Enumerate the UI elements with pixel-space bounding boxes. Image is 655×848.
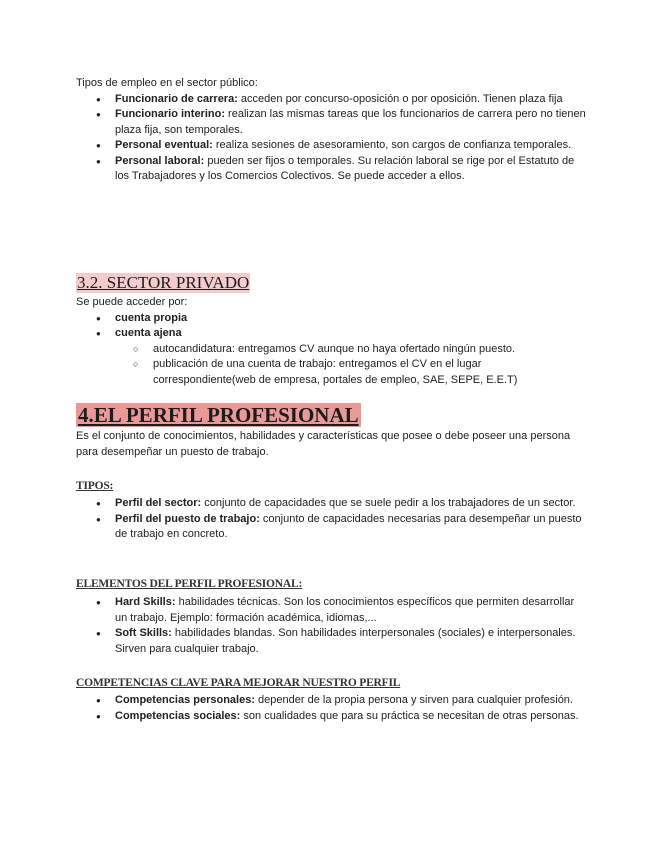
term: Perfil del sector: bbox=[115, 497, 202, 509]
term: Soft Skills: bbox=[115, 627, 172, 639]
description: conjunto de capacidades necesarias para desempeñar un puesto de trabajo en concreto. bbox=[115, 512, 582, 540]
description: realiza sesiones de asesoramiento, son cargos de confianza temporales. bbox=[212, 139, 572, 151]
competencies-section bbox=[76, 693, 586, 724]
sub-list-item: ○ autocandidatura: entregamos CV aunque no haya ofertado ningún puesto. bbox=[76, 342, 586, 358]
term: Perfil del puesto de trabajo: bbox=[115, 512, 260, 525]
list-item bbox=[76, 595, 586, 626]
term: Personal eventual: bbox=[115, 139, 213, 151]
description: realizan las mismas tareas que los funcionarios de carrera pero no tienen plaza fija, son temporales. bbox=[115, 108, 586, 136]
sub-list-item: ○ publicación de una cuenta de trabajo: entregamos el CV en el lugar correspondiente(web de empresa, portales de empleo, SAE, SEPE, E.E.T) bbox=[76, 357, 586, 388]
profile-heading: 4.EL PERFIL PROFESIONAL bbox=[78, 403, 359, 427]
list-item bbox=[76, 138, 586, 154]
private-sector-intro: Se puede acceder por: bbox=[76, 296, 188, 308]
private-sector-heading-wrap bbox=[76, 273, 250, 293]
description: depender de la propia persona y sirven para cualquier profesión. bbox=[255, 694, 573, 706]
description: acceden por concurso-oposición o por oposición. Tienen plaza fija bbox=[237, 92, 563, 105]
public-sector-intro: Tipos de empleo en el sector público: bbox=[76, 77, 258, 89]
description: son cualidades que para su práctica se necesitan de otras personas. bbox=[240, 709, 579, 722]
list-item bbox=[76, 512, 586, 543]
types-heading: TIPOS: bbox=[76, 480, 114, 492]
profile-definition: Es el conjunto de conocimientos, habilidades y características que posee o debe poseer una persona para desempeñar un puesto de trabajo. bbox=[76, 430, 571, 458]
access-item-other: cuenta ajena bbox=[115, 327, 182, 339]
competencies-list bbox=[76, 693, 586, 724]
term: Funcionario de carrera: bbox=[115, 92, 238, 105]
term: Personal laboral: bbox=[115, 154, 205, 167]
competencies-heading: COMPETENCIAS CLAVE PARA MEJORAR NUESTRO PERFIL bbox=[76, 677, 401, 689]
list-item bbox=[76, 709, 586, 725]
types-section bbox=[76, 496, 586, 543]
list-item bbox=[76, 92, 586, 108]
elements-heading: ELEMENTOS DEL PERFIL PROFESIONAL: bbox=[76, 578, 303, 590]
employment-types-list bbox=[76, 92, 586, 185]
elements-section bbox=[76, 595, 586, 657]
list-item bbox=[76, 311, 586, 327]
list-item bbox=[76, 154, 586, 185]
term: Funcionario interino: bbox=[115, 108, 225, 120]
list-item bbox=[76, 626, 586, 657]
list-item bbox=[76, 326, 586, 342]
term: Competencias sociales: bbox=[115, 709, 241, 722]
list-item bbox=[76, 496, 586, 512]
list-item bbox=[76, 693, 586, 709]
private-sector-section bbox=[76, 295, 586, 388]
private-sector-heading: 3.2. SECTOR PRIVADO bbox=[77, 273, 250, 292]
description: pueden ser fijos o temporales. Su relación laboral se rige por el Estatuto de los Trabajadores y los Comercios Colectivos. Se puede acceder a ellos. bbox=[115, 154, 575, 182]
term: Hard Skills: bbox=[115, 596, 176, 608]
elements-list bbox=[76, 595, 586, 657]
access-item-own: cuenta propia bbox=[115, 311, 188, 324]
description: conjunto de capacidades que se suele pedir a los trabajadores de un sector. bbox=[201, 497, 576, 509]
public-sector-section bbox=[76, 76, 586, 185]
access-sub-list bbox=[76, 342, 586, 389]
description: habilidades blandas. Son habilidades interpersonales (sociales) e interpersonales. Sirven para cualquier trabajo. bbox=[115, 627, 576, 655]
profile-heading-wrap bbox=[76, 403, 361, 427]
list-item bbox=[76, 107, 586, 138]
types-list bbox=[76, 496, 586, 543]
description: habilidades técnicas. Son los conocimientos específicos que permiten desarrollar un trabajo. Ejemplo: formación académica, idiomas,... bbox=[115, 596, 575, 624]
term: Competencias personales: bbox=[115, 694, 255, 706]
access-list bbox=[76, 311, 586, 342]
